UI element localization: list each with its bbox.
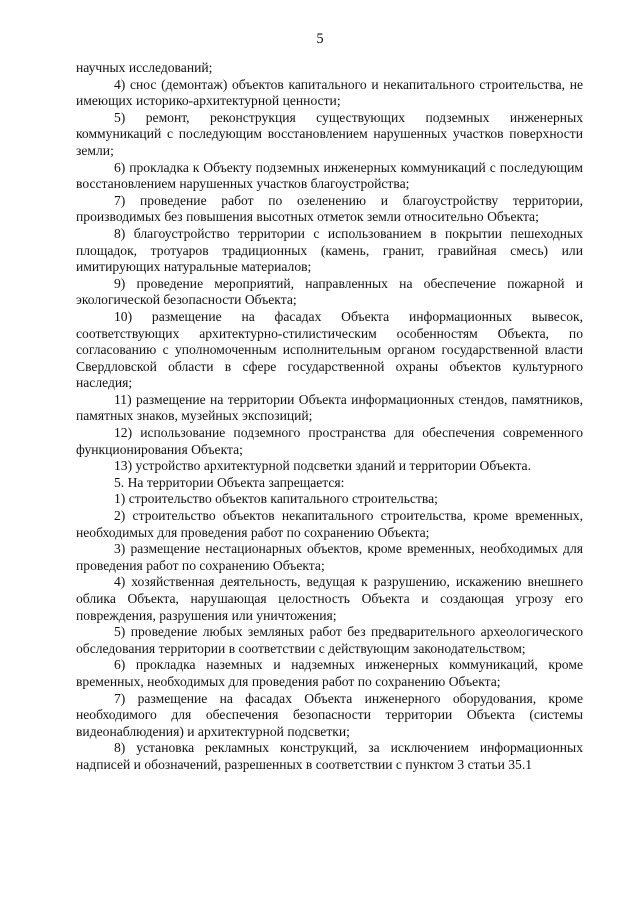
list-item-11-stands: 11) размещение на территории Объекта информационных стендов, памятников, памятных знаков, музейных экспозиций; xyxy=(76,391,583,424)
list-item-6-laying-utilities: 6) прокладка к Объекту подземных инженерных коммуникаций с последующим восстановлением нарушенных участков благоустройства; xyxy=(76,159,583,192)
paragraph-continuation: научных исследований; xyxy=(76,60,213,75)
prohibited-item-8: 8) установка рекламных конструкций, за исключением информационных надписей и обозначений, разрешенных в соответствии с пунктом 3 статьи 35.1 xyxy=(76,740,583,772)
list-item-10-signboards: 10) размещение на фасадах Объекта информационных вывесок, соответствующих архитектурно-стилистическим особенностям Объекта, по согласованию с уполномоченным исполнительным органом государственной власти Свердловской области в сфере государственной охраны объектов культурного наследия; xyxy=(76,308,583,391)
document-body xyxy=(76,60,583,774)
prohibited-item-6: 6) прокладка наземных и надземных инженерных коммуникаций, кроме временных, необходимых для проведения работ по сохранению Объекта; xyxy=(76,657,583,689)
prohibited-item-2: 2) строительство объектов некапитального строительства, кроме временных, необходимых для проведения работ по сохранению Объекта; xyxy=(76,508,583,540)
prohibited-item-7: 7) размещение на фасадах Объекта инженерного оборудования, кроме необходимого для обеспечения безопасности территории Объекта (системы видеонаблюдения) и архитектурной подсветки; xyxy=(76,690,583,739)
prohibited-item-5: 5) проведение любых земляных работ без предварительного археологического обследования территории в соответствии с действующим законодательством; xyxy=(76,624,583,656)
list-item-8-paving: 8) благоустройство территории с использованием в покрытии пешеходных площадок, тротуаров традиционных (камень, гранит, гравийная смесь) или имитирующих натуральные материалов; xyxy=(76,225,583,275)
list-item-12-underground: 12) использование подземного пространства для обеспечения современного функционирования Объекта; xyxy=(76,425,583,457)
page-number: 5 xyxy=(316,31,324,47)
prohibited-item-4: 4) хозяйственная деятельность, ведущая к разрушению, искажению внешнего облика Объекта, нарушающая целостность Объекта и создающая угрозу его повреждения, разрушения или уничтожения; xyxy=(76,574,583,623)
section-5-heading: 5. На территории Объекта запрещается: xyxy=(114,474,345,490)
list-item-13-lighting: 13) устройство архитектурной подсветки зданий и территории Объекта. xyxy=(114,458,531,474)
prohibited-item-1: 1) строительство объектов капитального строительства; xyxy=(114,491,438,507)
list-item-4-demolition: 4) снос (демонтаж) объектов капитального и некапитального строительства, не имеющих историко-архитектурной ценности; xyxy=(76,76,583,109)
list-item-5-repair-utilities: 5) ремонт, реконструкция существующих подземных инженерных коммуникаций с последующим восстановлением нарушенных участков поверхности земли; xyxy=(76,109,583,158)
prohibited-item-3: 3) размещение нестационарных объектов, кроме временных, необходимых для проведения работ по сохранению Объекта; xyxy=(76,541,583,573)
list-item-7-landscaping: 7) проведение работ по озеленению и благоустройству территории, производимых без повышения высотных отметок земли относительно Объекта; xyxy=(76,192,583,225)
list-item-9-fire-safety: 9) проведение мероприятий, направленных на обеспечение пожарной и экологической безопасности Объекта; xyxy=(76,275,583,308)
